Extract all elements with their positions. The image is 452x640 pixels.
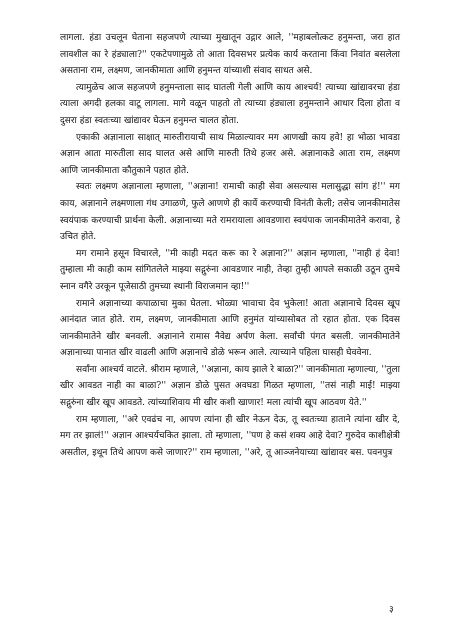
paragraph: एकाकी अज्ञानाला साक्षात् मारुतीरायाची साथ मिळाल्यावर मग आणखी काय हवे! हा भोळा भावडा अज्ञान आता मारुतीला साद घालत असे आणि मारुती तिथे हजर असे. अज्ञानाकडे आता राम, लक्ष्मण आणि जानकीमाता कौतुकाने पहात होते. bbox=[60, 132, 400, 176]
paragraph: सर्वांना आश्चर्य वाटले. श्रीराम म्हणाले, ''अज्ञाना, काय झाले रे बाळा?'' जानकीमाता म्हणाल्या, ''तुला खीर आवडत नाही का बाळा?'' अज्ञान डोळे पुसत अवघडा गिळत म्हणाला, ''तसं नाही माई! माझ्या सद्गुरुंना खीर खूप आवडते. त्यांच्याशिवाय मी खीर कशी खाणार! मला त्यांची खूप आठवण येते.'' bbox=[60, 364, 400, 409]
paragraph: मग रामाने हसून विचारले, ''मी काही मदत करू का रे अज्ञाना?'' अज्ञान म्हणाला, ''नाही हं देवा! तुम्हाला मी काही काम सांगितलेले माझ्या सद्गुरुंना आवडणार नाही, तेव्हा तुम्ही आपले सकाळी उठून तुमचे स्नान वगैरे उरकून पूजेसाठी तुमच्या स्थानी विराजमान व्हा!'' bbox=[60, 248, 400, 292]
page-body bbox=[60, 30, 400, 461]
page-number: ३ bbox=[389, 605, 394, 615]
paragraph: रामाने अज्ञानाच्या कपाळाचा मुका घेतला. भोळ्या भावाचा देव भुकेला! आता अज्ञानाचे दिवस खूप आनंदात जात होते. राम, लक्ष्मण, जानकीमाता आणि हनुमंत यांच्यासोबत तो रहात होता. एक दिवस जानकीमातेने खीर बनवली. अज्ञानाने रामास नैवेद्य अर्पण केला. सर्वांची पंगत बसली. जानकीमातेने अज्ञानाच्या पानात खीर वाढली आणि अज्ञानाचे डोळे भरून आले. त्याच्याने पहिला घासही घेववेना. bbox=[60, 298, 400, 359]
paragraph: राम म्हणाला, ''अरे एवढंच ना, आपण त्यांना ही खीर नेऊन देऊ, तू स्वतःच्या हाताने त्यांना खीर दे, मग तर झालं!'' अज्ञान आश्चर्यचकित झाला. तो म्हणाला, ''पण हे कसं शक्य आहे देवा? गुरुदेव काशीक्षेत्री असतील, इथून तिथे आपण कसे जाणार?'' राम म्हणाला, ''अरे, तू आञ्जनेयाच्या खांद्यावर बस. पवनपुत्र bbox=[60, 414, 400, 458]
paragraph: त्यामुळेच आज सहजपणे हनुमन्ताला साद घातली गेली आणि काय आश्चर्य! त्याच्या खांद्यावरचा हंडा त्याला अगदी हलका वाटू लागला. मागे वळून पाहतो तो त्याच्या हंड्याला हनुमन्ताने आधार दिला होता व दुसरा हंडा स्वतःच्या खांद्यावर घेऊन हनुमन्त चालत होता. bbox=[60, 82, 400, 126]
paragraph: लागला. हंडा उचलून घेताना सहजपणे त्याच्या मुखातून उद्गार आले, ''महाबलोत्कट हनुमन्ता, जरा हात लावशील का रे हंड्याला?'' एकटेपणामुळे तो आता दिवसभर प्रत्येक कार्य करताना किंवा निवांत बसलेला असताना राम, लक्ष्मण, जानकीमाता आणि हनुमन्त यांच्याशी संवाद साधत असे. bbox=[60, 33, 400, 77]
paragraph: स्वतः लक्ष्मण अज्ञानाला म्हणाला, ''अज्ञाना! रामाची काही सेवा असल्यास मलासुद्धा सांग हं!'' मग काय, अज्ञानाने लक्ष्मणाला गंध उगाळणे, फुले आणणे ही कार्ये करण्याची विनंती केली; तसेच जानकीमातेस स्वयंपाक करण्याची प्रार्थना केली. अज्ञानाच्या मते रामरायाला आवडणारा स्वयंपाक जानकीमातेने करावा, हे उचित होते. bbox=[60, 182, 400, 243]
